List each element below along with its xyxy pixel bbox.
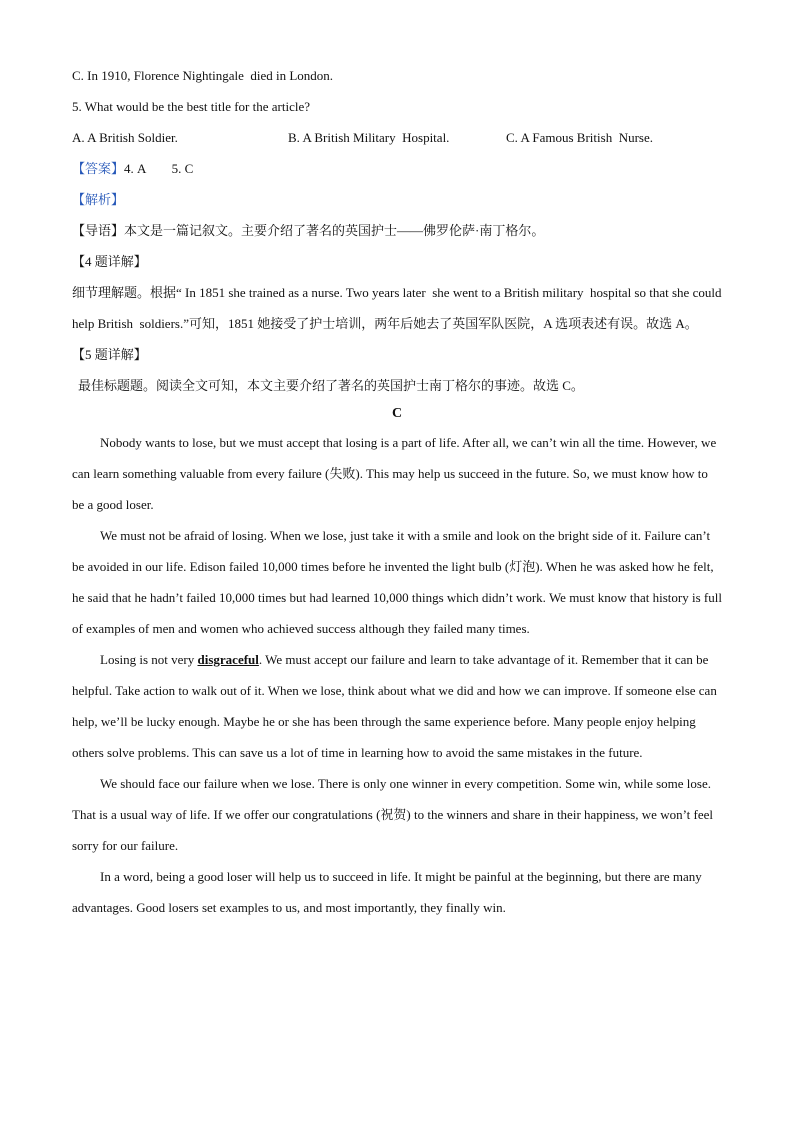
underlined-word: disgraceful — [197, 652, 259, 667]
q5-question: 5. What would be the best title for the article? — [72, 99, 311, 114]
q5-option-c: C. A Famous British Nurse. — [506, 130, 653, 145]
intro-tag: 【导语】 — [72, 223, 125, 238]
q5-options — [72, 122, 722, 153]
q5-option-a: A. A British Soldier. — [72, 130, 178, 145]
q4-detail-tag: 【4 题详解】 — [72, 254, 147, 269]
answer-line — [72, 153, 722, 184]
q5-detail-text: 最佳标题题。阅读全文可知，本文主要介绍了著名的英国护士南丁格尔的事迹。故选 C。 — [78, 378, 584, 393]
intro-text: 本文是一篇记叙文。主要介绍了著名的英国护士——佛罗伦萨·南丁格尔。 — [124, 223, 545, 238]
q5-option-b: B. A British Military Hospital. — [288, 130, 450, 145]
analysis-tag: 【解析】 — [72, 192, 125, 207]
paragraph-3-rest: . We must accept our failure and learn to take advantage of it. Remember that it can be helpful. Take action to walk out of it. When we lose, think about what we did and how we can improve. If someone else can help, we’ll be lucky enough. Maybe he or she has been through the same experience before. Many people enjoy helping others solve problems. This can save us a lot of time in learning how to avoid the same mistakes in the future. — [72, 652, 717, 760]
answer-text: 4. A 5. C — [124, 161, 194, 176]
passage-paragraph-5: In a word, being a good loser will help us to succeed in life. It might be painful at the beginning, but there are many advantages. Good losers set examples to us, and most importantly, they finally win. — [72, 869, 702, 915]
paragraph-3-start: Losing is not very — [100, 652, 198, 667]
q5-detail-tag: 【5 题详解】 — [72, 347, 147, 362]
section-heading-c: C — [391, 406, 403, 421]
q4-option-c: C. In 1910, Florence Nightingale died in London. — [72, 68, 334, 83]
passage-paragraph-4: We should face our failure when we lose. There is only one winner in every competition. Some win, while some lose. That is a usual way of life. If we offer our congratulations (祝贺) to the winners and share in their happiness, we won’t feel sorry for our failure. — [72, 776, 714, 853]
passage-paragraph-2: We must not be afraid of losing. When we lose, just take it with a smile and look on the bright side of it. Failure can’t be avoided in our life. Edison failed 10,000 times before he invented the light bulb (灯泡). When he was asked how he felt, he said that he hadn’t failed 10,000 times but had learned 10,000 things which didn’t work. We must know that history is full of examples of men and women who achieved success although they failed many times. — [72, 528, 722, 636]
document-page — [72, 60, 725, 923]
q4-detail-text: 细节理解题。根据“ In 1851 she trained as a nurse. Two years later she went to a British military hospital so that she could help British soldiers.”可知，1851 她接受了护士培训，两年后她去了英国军队医院，A 选项表述有误。故选 A。 — [72, 285, 725, 331]
passage-paragraph-1: Nobody wants to lose, but we must accept that losing is a part of life. After all, we can’t win all the time. However, we can learn something valuable from every failure (失败). This may help us succeed in the future. So, we must know how to be a good loser. — [72, 435, 717, 512]
intro-line — [72, 215, 722, 246]
answer-tag: 【答案】 — [72, 161, 125, 176]
passage-paragraph-3 — [72, 644, 722, 768]
